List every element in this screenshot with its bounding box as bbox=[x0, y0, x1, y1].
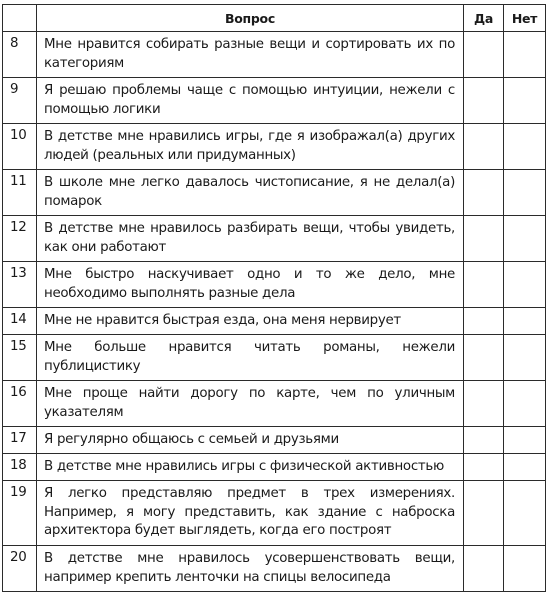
row-number: 11 bbox=[3, 170, 37, 216]
table-row bbox=[3, 427, 546, 454]
row-number: 9 bbox=[3, 78, 37, 124]
question-text: Мне нравится собирать разные вещи и сортировать их по категориям bbox=[37, 32, 464, 78]
answer-yes-cell[interactable] bbox=[464, 78, 504, 124]
answer-yes-cell[interactable] bbox=[464, 335, 504, 381]
question-text: В детстве мне нравились игры, где я изображал(а) других людей (реальных или придуманных) bbox=[37, 124, 464, 170]
answer-no-cell[interactable] bbox=[504, 216, 546, 262]
row-number: 13 bbox=[3, 262, 37, 308]
answer-no-cell[interactable] bbox=[504, 335, 546, 381]
row-number: 10 bbox=[3, 124, 37, 170]
row-number: 14 bbox=[3, 308, 37, 335]
answer-yes-cell[interactable] bbox=[464, 124, 504, 170]
answer-yes-cell[interactable] bbox=[464, 216, 504, 262]
answer-yes-cell[interactable] bbox=[464, 454, 504, 481]
header-yes: Да bbox=[464, 5, 504, 32]
answer-no-cell[interactable] bbox=[504, 124, 546, 170]
question-text: В школе мне легко давалось чистописание, я не делал(а) помарок bbox=[37, 170, 464, 216]
table-row bbox=[3, 454, 546, 481]
table-row bbox=[3, 308, 546, 335]
table-row bbox=[3, 262, 546, 308]
table-row bbox=[3, 124, 546, 170]
question-text: В детстве мне нравились игры с физической активностью bbox=[37, 454, 464, 481]
answer-yes-cell[interactable] bbox=[464, 32, 504, 78]
answer-no-cell[interactable] bbox=[504, 78, 546, 124]
answer-yes-cell[interactable] bbox=[464, 427, 504, 454]
answer-no-cell[interactable] bbox=[504, 427, 546, 454]
answer-yes-cell[interactable] bbox=[464, 546, 504, 592]
answer-no-cell[interactable] bbox=[504, 481, 546, 546]
questionnaire-table bbox=[2, 4, 546, 592]
question-text: Я решаю проблемы чаще с помощью интуиции, нежели с помощью логики bbox=[37, 78, 464, 124]
table-row bbox=[3, 481, 546, 546]
question-text: Я легко представляю предмет в трех измерениях. Например, я могу представить, как здание с наброска архитектора будет выглядеть, когда его построят bbox=[37, 481, 464, 546]
header-question: Вопрос bbox=[37, 5, 464, 32]
question-text: Мне не нравится быстрая езда, она меня нервирует bbox=[37, 308, 464, 335]
row-number: 17 bbox=[3, 427, 37, 454]
answer-no-cell[interactable] bbox=[504, 308, 546, 335]
row-number: 19 bbox=[3, 481, 37, 546]
table-row bbox=[3, 335, 546, 381]
answer-no-cell[interactable] bbox=[504, 170, 546, 216]
row-number: 12 bbox=[3, 216, 37, 262]
header-number bbox=[3, 5, 37, 32]
answer-no-cell[interactable] bbox=[504, 454, 546, 481]
table-row bbox=[3, 32, 546, 78]
answer-no-cell[interactable] bbox=[504, 546, 546, 592]
table-row bbox=[3, 381, 546, 427]
question-text: В детстве мне нравилось разбирать вещи, чтобы увидеть, как они работают bbox=[37, 216, 464, 262]
row-number: 8 bbox=[3, 32, 37, 78]
table-row bbox=[3, 78, 546, 124]
question-text: Мне проще найти дорогу по карте, чем по уличным указателям bbox=[37, 381, 464, 427]
header-no: Нет bbox=[504, 5, 546, 32]
row-number: 16 bbox=[3, 381, 37, 427]
row-number: 15 bbox=[3, 335, 37, 381]
table-row bbox=[3, 216, 546, 262]
table-row bbox=[3, 546, 546, 592]
answer-no-cell[interactable] bbox=[504, 262, 546, 308]
row-number: 18 bbox=[3, 454, 37, 481]
answer-no-cell[interactable] bbox=[504, 32, 546, 78]
question-text: Мне быстро наскучивает одно и то же дело, мне необходимо выполнять разные дела bbox=[37, 262, 464, 308]
question-text: В детстве мне нравилось усовершенствовать вещи, например крепить ленточки на спицы велосипеда bbox=[37, 546, 464, 592]
question-text: Мне больше нравится читать романы, нежели публицистику bbox=[37, 335, 464, 381]
question-text: Я регулярно общаюсь с семьей и друзьями bbox=[37, 427, 464, 454]
answer-yes-cell[interactable] bbox=[464, 170, 504, 216]
answer-yes-cell[interactable] bbox=[464, 381, 504, 427]
row-number: 20 bbox=[3, 546, 37, 592]
answer-no-cell[interactable] bbox=[504, 381, 546, 427]
answer-yes-cell[interactable] bbox=[464, 481, 504, 546]
table-row bbox=[3, 170, 546, 216]
answer-yes-cell[interactable] bbox=[464, 262, 504, 308]
answer-yes-cell[interactable] bbox=[464, 308, 504, 335]
header-row bbox=[3, 5, 546, 32]
